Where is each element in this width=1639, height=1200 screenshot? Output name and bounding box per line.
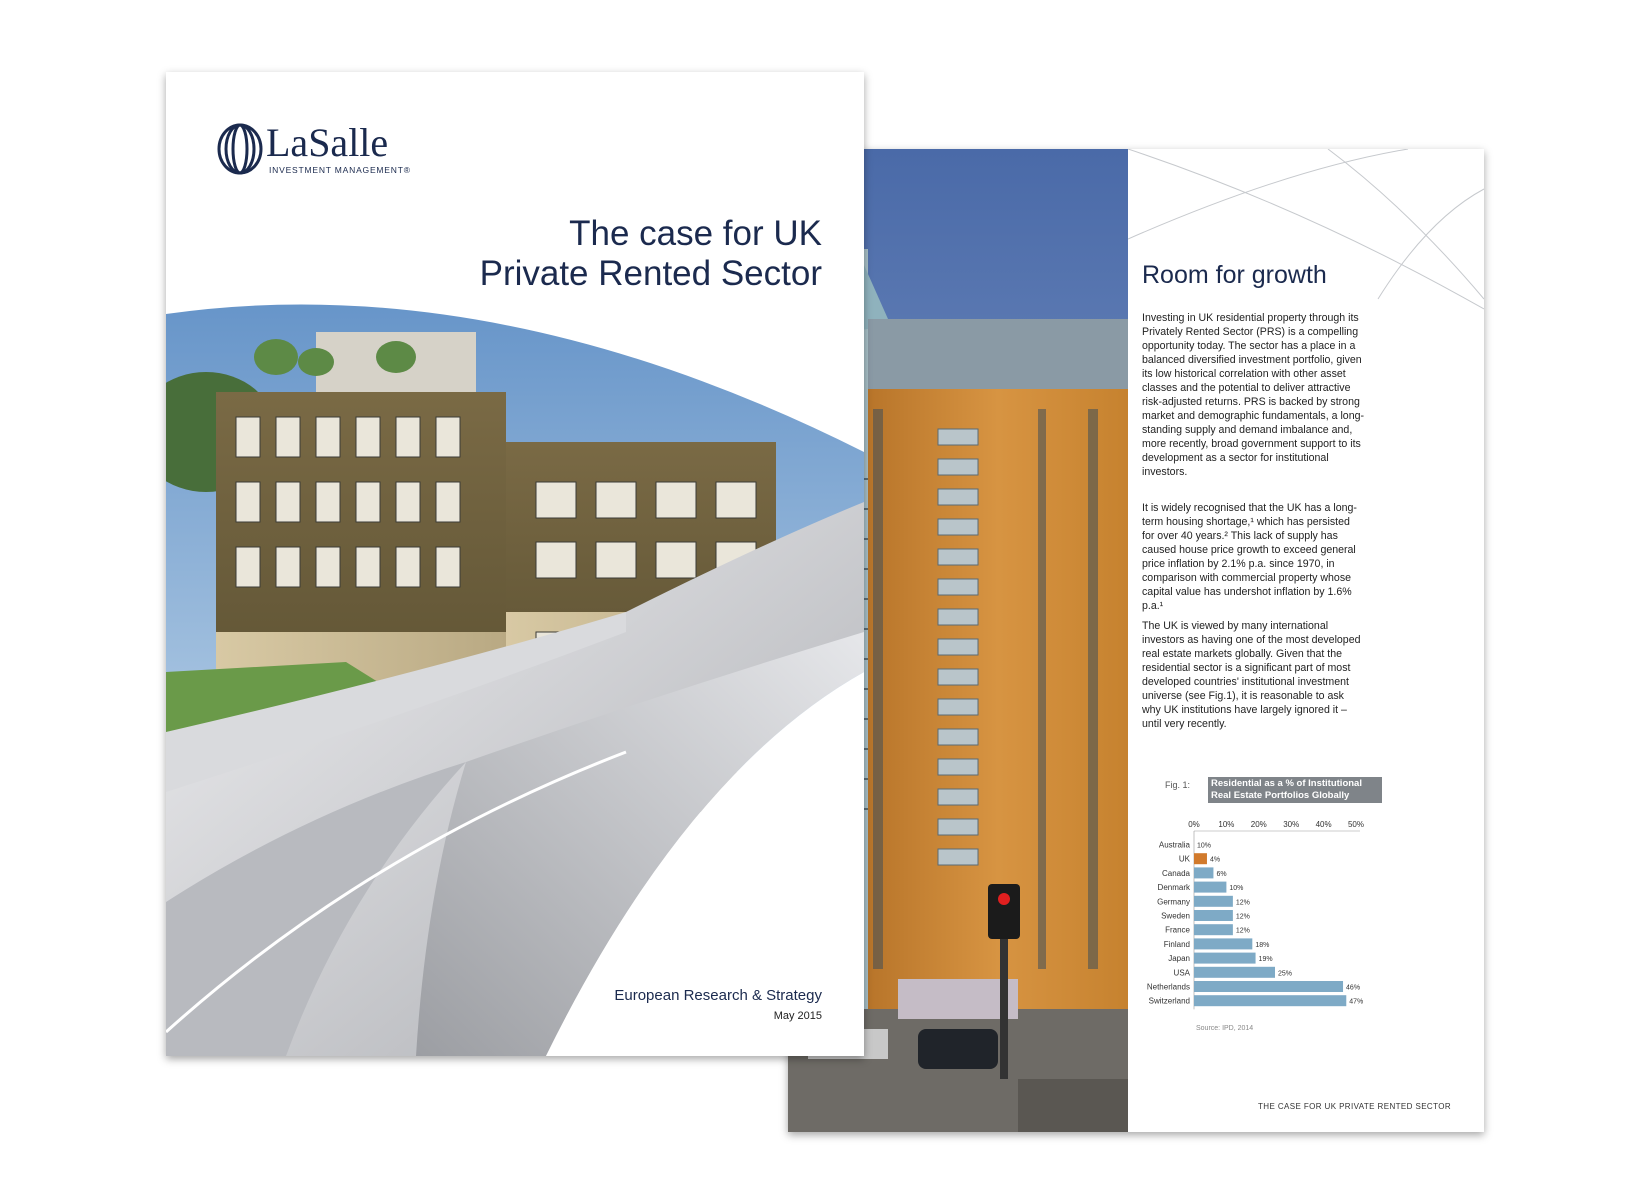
cover-department: European Research & Strategy	[614, 987, 822, 1004]
category-label: Switzerland	[1148, 996, 1190, 1006]
bar-chart	[1128, 809, 1484, 1039]
category-label: USA	[1173, 968, 1190, 978]
body-paragraph: It is widely recognised that the UK has a long-term housing shortage,¹ which has persisted for over 40 years.² This lack of supply has caused house price growth to exceed general price inflation by 2.1% p.a. since 1970, in comparison with commercial property whose capital value has undershot inflation by 1.6% p.a.¹	[1142, 502, 1357, 612]
chart-bar	[1194, 853, 1207, 864]
x-tick-label: 20%	[1250, 820, 1267, 829]
chart-source: Source: IPD, 2014	[1196, 1025, 1254, 1032]
x-tick-label: 30%	[1283, 820, 1300, 829]
inside-spread-page	[788, 149, 1484, 1132]
category-label: UK	[1178, 854, 1190, 864]
page-footer: THE CASE FOR UK PRIVATE RENTED SECTOR	[1258, 1102, 1452, 1111]
x-tick-label: 10%	[1218, 820, 1235, 829]
cover-title-line: Private Rented Sector	[479, 254, 822, 293]
chart-bar	[1194, 882, 1226, 893]
category-label: Japan	[1168, 954, 1190, 964]
logo-wordmark: LaSalle	[266, 120, 389, 165]
category-label: Denmark	[1157, 883, 1190, 893]
text-column	[1128, 149, 1484, 1132]
chart-bar	[1194, 896, 1233, 907]
chart-bar	[1194, 995, 1346, 1006]
data-label: 25%	[1278, 970, 1293, 978]
x-tick-label: 0%	[1188, 820, 1200, 829]
chart-bar	[1194, 867, 1213, 878]
x-tick-label: 40%	[1315, 820, 1332, 829]
data-label: 4%	[1209, 856, 1221, 864]
data-label: 10%	[1197, 842, 1212, 850]
logo-tagline: INVESTMENT MANAGEMENT®	[269, 165, 411, 175]
category-label: Sweden	[1161, 911, 1190, 921]
cover-title	[480, 214, 822, 294]
cover-date: May 2015	[773, 1010, 822, 1022]
data-label: 19%	[1258, 956, 1273, 964]
figure-label: Fig. 1:	[1165, 780, 1191, 790]
lasalle-logo	[216, 120, 436, 178]
chart-bar	[1194, 953, 1256, 964]
chart-bar	[1194, 967, 1275, 978]
body-paragraph: The UK is viewed by many international investors as having one of the most developed real estate markets globally. Given that the residential sector is a significant part of most developed countries' institutional investment universe (see Fig.1), it is reasonable to ask why UK institutions have largely ignored it – until very recently.	[1142, 620, 1361, 730]
logo-mark-icon	[216, 120, 264, 178]
chart-bar	[1194, 910, 1233, 921]
cover-title-line: The case for UK	[569, 214, 822, 253]
data-label: 47%	[1349, 998, 1364, 1006]
cover-page	[166, 72, 864, 1056]
body-paragraph: Investing in UK residential property through its Privately Rented Sector (PRS) is a compelling opportunity today. The sector has a place in a balanced diversified investment portfolio, given its low historical correlation with other asset classes and the potential to deliver attractive risk-adjusted returns. PRS is backed by strong market and demographic fundamentals, a long-standing supply and demand imbalance and, more recently, broad government support to its development as a sector for institutional investors.	[1142, 312, 1365, 478]
section-heading: Room for growth	[1142, 261, 1327, 289]
category-label: Netherlands	[1146, 982, 1190, 992]
chart-bar	[1194, 938, 1252, 949]
chart-title: Residential as a % of Institutional Real Estate Portfolios Globally	[1208, 777, 1382, 803]
data-label: 6%	[1216, 870, 1227, 878]
category-label: Australia	[1158, 840, 1190, 850]
category-label: Canada	[1161, 868, 1190, 878]
data-label: 12%	[1235, 913, 1250, 921]
category-label: France	[1165, 925, 1190, 935]
category-label: Germany	[1157, 897, 1190, 907]
data-label: 46%	[1346, 984, 1361, 992]
data-label: 12%	[1235, 927, 1250, 935]
chart-bar	[1194, 981, 1343, 992]
data-label: 18%	[1255, 941, 1270, 949]
data-label: 10%	[1229, 885, 1244, 893]
chart-bar	[1194, 924, 1233, 935]
data-label: 12%	[1235, 899, 1250, 907]
category-label: Finland	[1163, 939, 1190, 949]
x-tick-label: 50%	[1347, 820, 1365, 829]
